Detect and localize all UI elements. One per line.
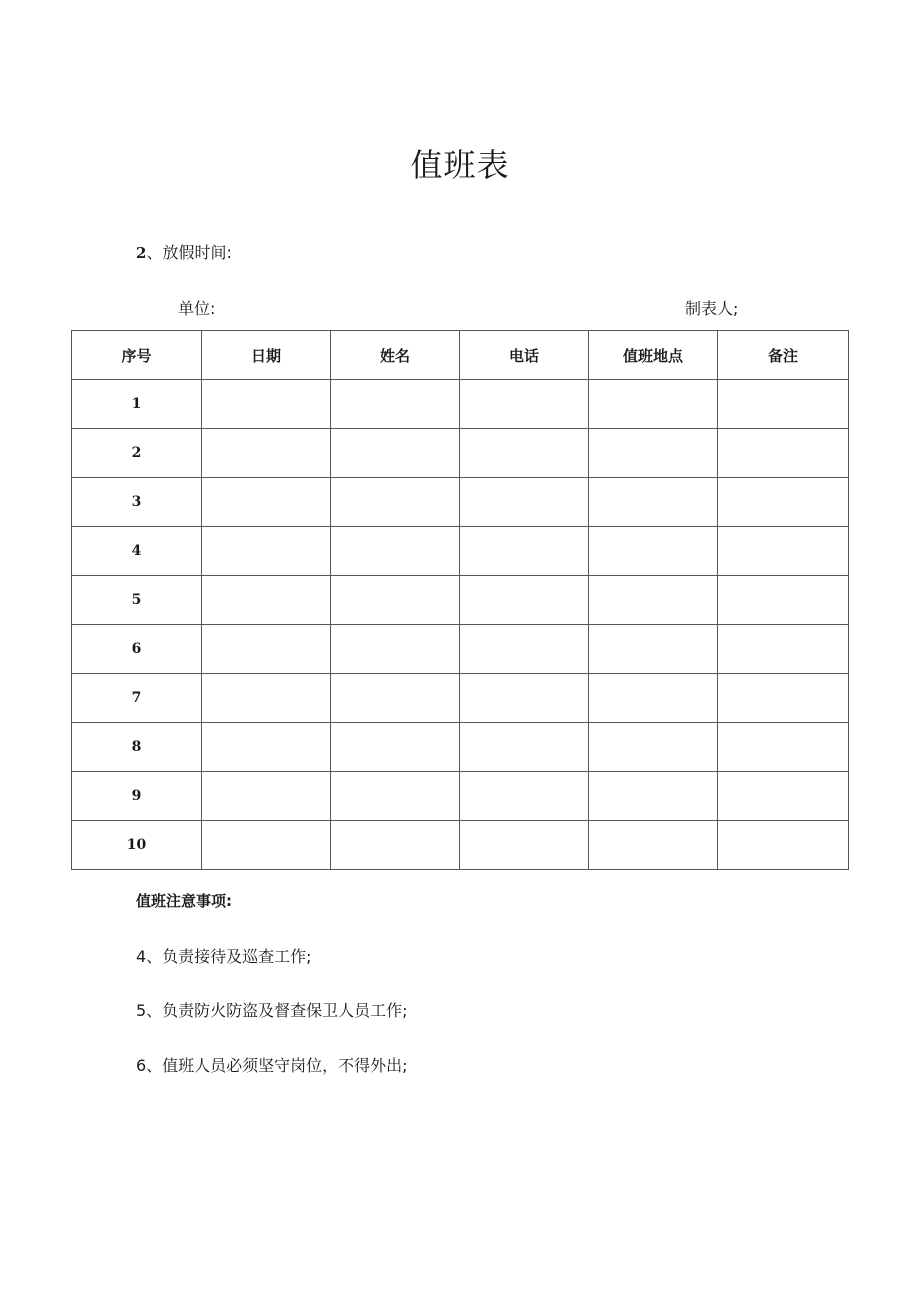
- note-item: 6、值班人员必须坚守岗位，不得外出;: [136, 1056, 408, 1075]
- header-date: 日期: [202, 331, 331, 380]
- cell-remarks[interactable]: [718, 625, 849, 674]
- cell-location[interactable]: [589, 429, 718, 478]
- cell-name[interactable]: [331, 674, 460, 723]
- cell-phone[interactable]: [460, 380, 589, 429]
- cell-date[interactable]: [202, 380, 331, 429]
- cell-location[interactable]: [589, 772, 718, 821]
- cell-phone[interactable]: [460, 527, 589, 576]
- cell-name[interactable]: [331, 772, 460, 821]
- cell-phone[interactable]: [460, 576, 589, 625]
- cell-remarks[interactable]: [718, 772, 849, 821]
- table-row: [72, 674, 849, 723]
- cell-name[interactable]: [331, 527, 460, 576]
- cell-name[interactable]: [331, 380, 460, 429]
- cell-location[interactable]: [589, 576, 718, 625]
- holiday-label: 、放假时间:: [146, 243, 232, 262]
- cell-date[interactable]: [202, 576, 331, 625]
- cell-phone[interactable]: [460, 429, 589, 478]
- row-index: 10: [72, 821, 202, 870]
- cell-remarks[interactable]: [718, 527, 849, 576]
- cell-date[interactable]: [202, 527, 331, 576]
- row-index: 4: [72, 527, 202, 576]
- cell-phone[interactable]: [460, 821, 589, 870]
- row-index: 3: [72, 478, 202, 527]
- table-row: [72, 527, 849, 576]
- holiday-number: 2: [136, 244, 147, 262]
- table-row: [72, 821, 849, 870]
- maker-label: 制表人;: [685, 299, 739, 318]
- cell-name[interactable]: [331, 576, 460, 625]
- cell-date[interactable]: [202, 821, 331, 870]
- cell-location[interactable]: [589, 527, 718, 576]
- cell-remarks[interactable]: [718, 674, 849, 723]
- row-index: 9: [72, 772, 202, 821]
- header-remarks: 备注: [718, 331, 849, 380]
- duty-table: [71, 330, 849, 870]
- table-row: [72, 772, 849, 821]
- row-index: 1: [72, 380, 202, 429]
- cell-phone[interactable]: [460, 674, 589, 723]
- cell-name[interactable]: [331, 429, 460, 478]
- cell-remarks[interactable]: [718, 723, 849, 772]
- row-index: 5: [72, 576, 202, 625]
- cell-phone[interactable]: [460, 478, 589, 527]
- header-phone: 电话: [460, 331, 589, 380]
- row-index: 8: [72, 723, 202, 772]
- cell-date[interactable]: [202, 723, 331, 772]
- table-row: [72, 380, 849, 429]
- cell-name[interactable]: [331, 821, 460, 870]
- cell-location[interactable]: [589, 380, 718, 429]
- table-row: [72, 429, 849, 478]
- table-header-row: [72, 331, 849, 380]
- cell-location[interactable]: [589, 723, 718, 772]
- table-row: [72, 576, 849, 625]
- cell-date[interactable]: [202, 674, 331, 723]
- cell-remarks[interactable]: [718, 478, 849, 527]
- document-title: 值班表: [410, 146, 510, 184]
- table-row: [72, 625, 849, 674]
- cell-date[interactable]: [202, 625, 331, 674]
- unit-label: 单位:: [178, 299, 216, 318]
- cell-location[interactable]: [589, 674, 718, 723]
- note-item: 5、负责防火防盗及督查保卫人员工作;: [136, 1001, 408, 1020]
- cell-remarks[interactable]: [718, 429, 849, 478]
- cell-date[interactable]: [202, 478, 331, 527]
- row-index: 6: [72, 625, 202, 674]
- cell-name[interactable]: [331, 625, 460, 674]
- cell-name[interactable]: [331, 723, 460, 772]
- cell-location[interactable]: [589, 625, 718, 674]
- cell-remarks[interactable]: [718, 576, 849, 625]
- cell-location[interactable]: [589, 821, 718, 870]
- cell-name[interactable]: [331, 478, 460, 527]
- cell-phone[interactable]: [460, 723, 589, 772]
- cell-phone[interactable]: [460, 772, 589, 821]
- notes-title: 值班注意事项:: [136, 892, 232, 910]
- cell-phone[interactable]: [460, 625, 589, 674]
- table-row: [72, 723, 849, 772]
- header-name: 姓名: [331, 331, 460, 380]
- table-row: [72, 478, 849, 527]
- row-index: 7: [72, 674, 202, 723]
- cell-date[interactable]: [202, 429, 331, 478]
- cell-date[interactable]: [202, 772, 331, 821]
- note-item: 4、负责接待及巡查工作;: [136, 947, 312, 966]
- holiday-time-line: [136, 240, 232, 263]
- row-index: 2: [72, 429, 202, 478]
- header-index: 序号: [72, 331, 202, 380]
- header-location: 值班地点: [589, 331, 718, 380]
- cell-remarks[interactable]: [718, 380, 849, 429]
- cell-location[interactable]: [589, 478, 718, 527]
- cell-remarks[interactable]: [718, 821, 849, 870]
